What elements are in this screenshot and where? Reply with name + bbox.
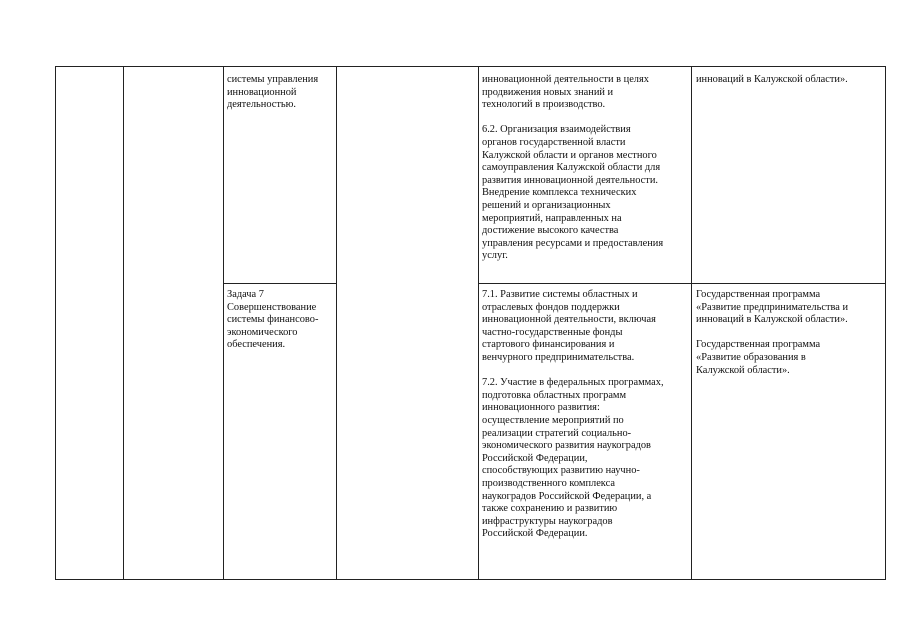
task-cell: Задача 7 Совершенствование системы финансово- экономического обеспечения.	[227, 289, 319, 351]
table-border-top	[55, 66, 886, 67]
programs-cell: Государственная программа «Развитие предпринимательства и инноваций в Калужской области». Государственная программа «Развитие образования в Калужской области».	[696, 289, 849, 376]
measures-cell: инновационной деятельности в целях продвижения новых знаний и технологий в производство. 6.2. Организация взаимодействия органов государственной власти Калужской области и органов местного самоуправления Калужской области для развития инновационной деятельности. Внедрение комплекса технических решений и организационных мероприятий, направленных на достижение высокого качества управления ресурсами и предоставления услуг.	[482, 74, 664, 262]
table-border-bottom	[55, 579, 886, 580]
row-divider	[223, 283, 336, 284]
column-divider	[223, 66, 224, 580]
column-divider	[691, 66, 692, 580]
table-border-left	[55, 66, 56, 580]
row-divider	[478, 283, 886, 284]
programs-cell: инноваций в Калужской области».	[696, 74, 848, 85]
column-divider	[123, 66, 124, 580]
column-divider	[336, 66, 337, 580]
task-cell: системы управления инновационной деятельностью.	[227, 74, 319, 111]
column-divider	[478, 66, 479, 580]
table-border-right	[885, 66, 886, 580]
document-table	[55, 66, 886, 580]
measures-cell: 7.1. Развитие системы областных и отраслевых фондов поддержки инновационной деятельности, включая частно-государственные фонды стартового финансирования и венчурного предпринимательства. 7.2. Участие в федеральных программах, подготовка областных программ инновационного развития: осуществление мероприятий по реализации стратегий социально- экономического развития наукоградов Российской Федерации, способствующих развитию научно- производственного комплекса наукоградов Российской Федерации, а также сохранению и развитию инфраструктуры наукоградов Российской Федерации.	[482, 289, 664, 540]
